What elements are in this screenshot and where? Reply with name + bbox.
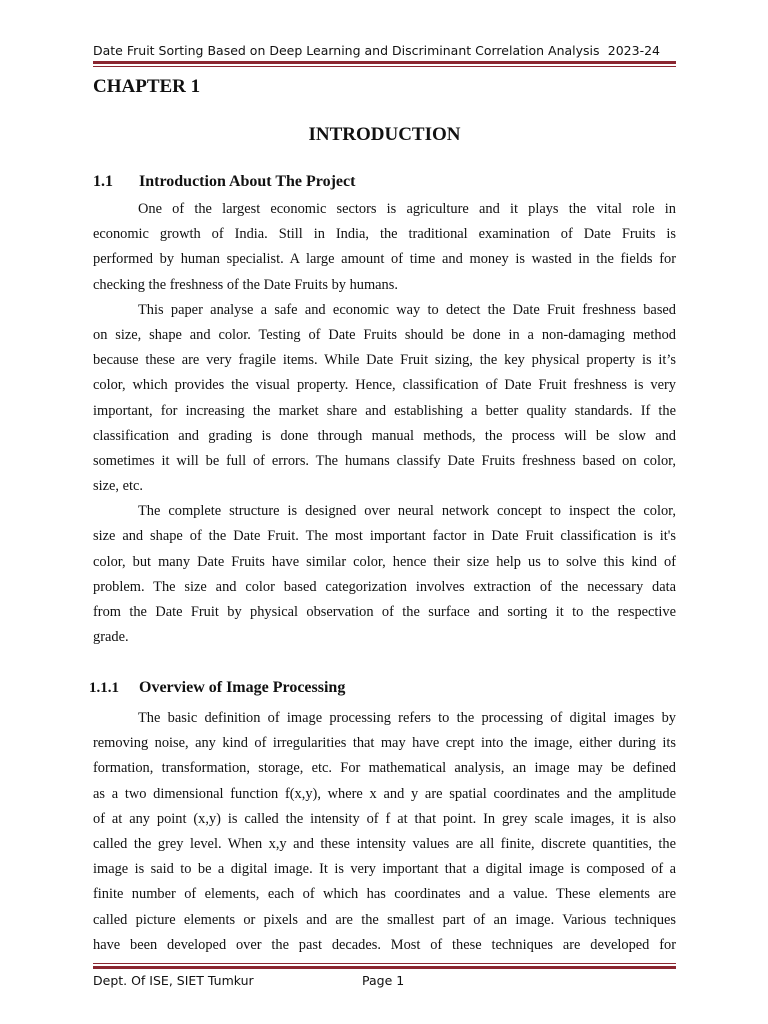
subsection-body bbox=[93, 706, 676, 958]
text-line: checking the freshness of the Date Fruits by humans. bbox=[93, 276, 398, 293]
subsection-number: 1.1.1 bbox=[89, 680, 119, 696]
text-line: have been developed over the past decades. Most of these techniques are developed for bbox=[93, 936, 676, 953]
text-line: classification and grading is done through manual methods, the process will be slow and bbox=[93, 427, 676, 444]
text-line: formation, transformation, storage, etc. For mathematical analysis, an image may be defined bbox=[93, 760, 676, 777]
header-rule-thin bbox=[93, 66, 676, 67]
text-line: color, but many Date Fruits have similar color, hence their size help us to solve this kind of bbox=[93, 553, 676, 570]
footer-rule-thin bbox=[93, 963, 676, 964]
text-line: important, for increasing the market share and establishing a better quality standards. If the bbox=[93, 402, 676, 419]
text-line: called the grey level. When x,y and these intensity values are all finite, discrete quantities, the bbox=[93, 835, 676, 852]
text-line: performed by human specialist. A large amount of time and money is wasted in the fields for bbox=[93, 251, 676, 268]
header-rule-thick bbox=[93, 61, 676, 64]
section-number: 1.1 bbox=[93, 173, 113, 190]
section-body bbox=[93, 197, 676, 650]
text-line: on size, shape and color. Testing of Date Fruits should be done in a non-damaging method bbox=[93, 326, 676, 343]
paragraph-2 bbox=[93, 298, 676, 500]
text-line: image is said to be a digital image. It is very important that a digital image is composed of a bbox=[93, 861, 676, 878]
text-line: One of the largest economic sectors is agriculture and it plays the vital role in bbox=[138, 201, 676, 217]
text-line: because these are very fragile items. While Date Fruit sizing, the key physical property is it’s bbox=[93, 352, 676, 369]
subsection-title: Overview of Image Processing bbox=[139, 679, 346, 696]
footer-page-number: Page 1 bbox=[362, 973, 405, 988]
text-line: size and shape of the Date Fruit. The most important factor in Date Fruit classification is it's bbox=[93, 528, 676, 545]
page-header bbox=[93, 43, 676, 61]
text-line: size, etc. bbox=[93, 478, 143, 495]
text-line: color, which provides the visual property. Hence, classification of Date Fruit freshness is very bbox=[93, 377, 676, 394]
text-line: problem. The size and color based categorization involves extraction of the necessary data bbox=[93, 578, 676, 595]
text-line: removing noise, any kind of irregularities that may have crept into the image, either during its bbox=[93, 735, 676, 752]
header-year: 2023-24 bbox=[607, 43, 660, 58]
text-line: The basic definition of image processing refers to the processing of digital images by bbox=[138, 710, 676, 726]
paragraph-3 bbox=[93, 499, 676, 650]
text-line: finite number of elements, each of which has coordinates and a value. These elements are bbox=[93, 886, 676, 903]
chapter-heading: INTRODUCTION bbox=[308, 124, 461, 145]
section-title: Introduction About The Project bbox=[139, 173, 356, 190]
chapter-label: CHAPTER 1 bbox=[93, 76, 201, 97]
text-line: This paper analyse a safe and economic way to detect the Date Fruit freshness based bbox=[138, 301, 676, 318]
text-line: The complete structure is designed over neural network concept to inspect the color, bbox=[138, 503, 676, 520]
text-line: as a two dimensional function f(x,y), where x and y are spatial coordinates and the amplitude bbox=[93, 785, 676, 802]
text-line: economic growth of India. Still in India, the traditional examination of Date Fruits is bbox=[93, 226, 676, 243]
footer-department: Dept. Of ISE, SIET Tumkur bbox=[93, 973, 254, 988]
footer-rule-thick bbox=[93, 966, 676, 969]
text-line: grade. bbox=[93, 629, 129, 646]
header-title: Date Fruit Sorting Based on Deep Learning and Discriminant Correlation Analysis bbox=[93, 43, 600, 58]
paragraph-1 bbox=[93, 197, 676, 298]
text-line: of at any point (x,y) is called the intensity of f at that point. In grey scale images, it is also bbox=[93, 810, 676, 827]
text-line: sometimes it will be full of errors. The humans classify Date Fruits freshness based on color, bbox=[93, 452, 676, 469]
text-line: from the Date Fruit by physical observation of the surface and sorting it to the respective bbox=[93, 604, 676, 620]
text-line: called picture elements or pixels and are the smallest part of an image. Various techniques bbox=[93, 911, 676, 928]
